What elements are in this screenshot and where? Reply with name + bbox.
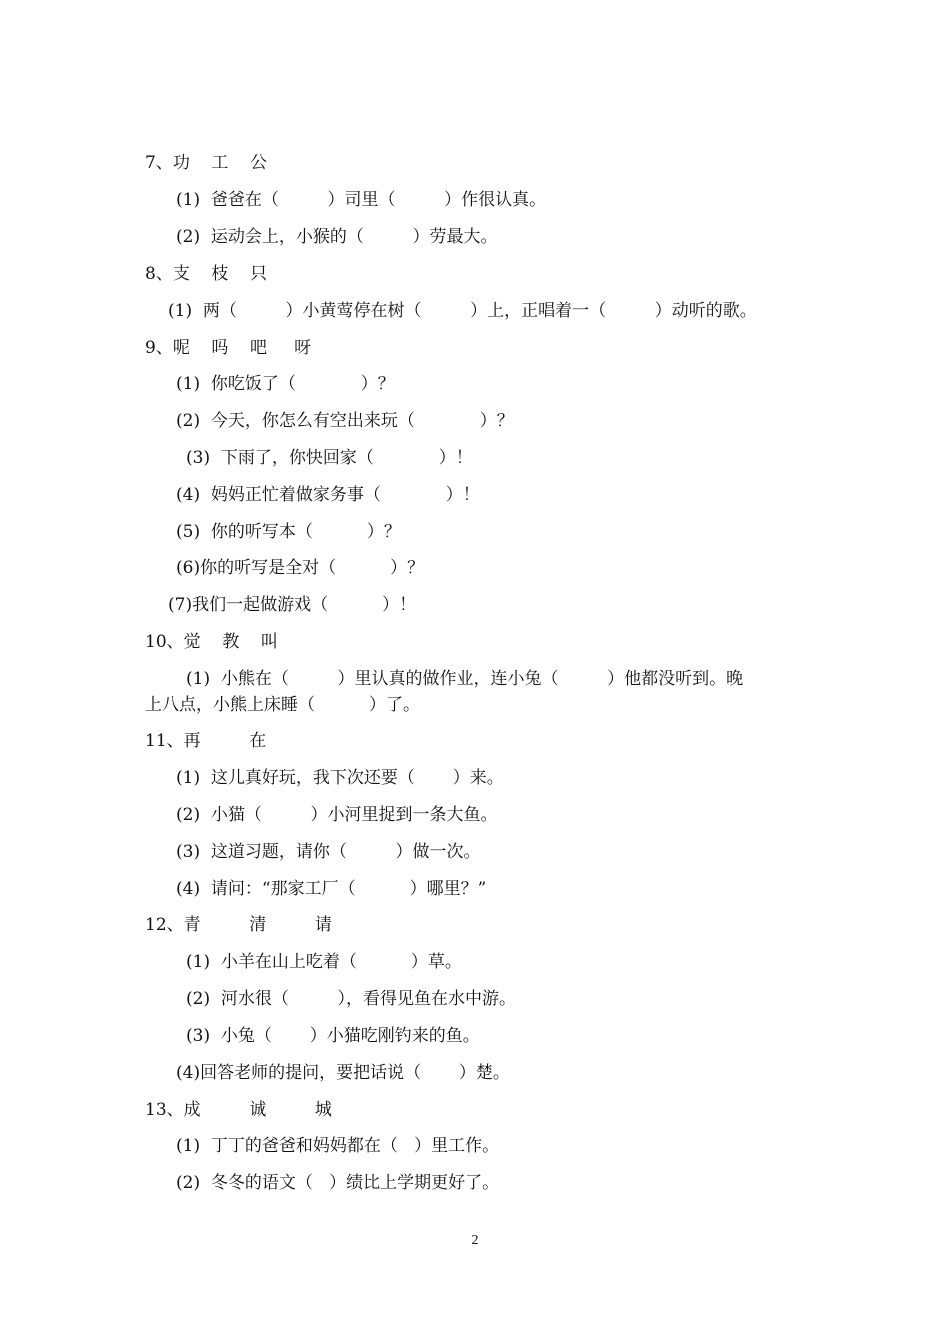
question-7-item-2: (2) 运动会上，小猴的（ ）劳最大。: [176, 227, 498, 247]
question-12-item-2: (2) 河水很（ ），看得见鱼在水中游。: [186, 989, 517, 1009]
question-8-heading: 8、支 枝 只: [145, 264, 268, 284]
question-13-item-2: (2) 冬冬的语文（ ）绩比上学期更好了。: [176, 1173, 500, 1193]
question-9-item-1: (1) 你吃饭了（ ）？: [176, 374, 395, 394]
question-12-item-1: (1) 小羊在山上吃着（ ）草。: [186, 952, 462, 972]
question-13-heading: 13、成 诚 城: [145, 1100, 332, 1120]
question-9-item-2: (2) 今天，你怎么有空出来玩（ ）？: [176, 411, 514, 431]
question-9-item-6: (6)你的听写是全对（ ）？: [176, 558, 425, 578]
question-10-item-1-continued: 上八点，小熊上床睡（ ）了。: [145, 695, 421, 715]
question-7-heading: 7、功 工 公: [145, 153, 268, 173]
question-13-item-1: (1) 丁丁的爸爸和妈妈都在（ ）里工作。: [176, 1136, 500, 1156]
question-9-item-7: (7)我们一起做游戏（ ）！: [168, 595, 417, 615]
question-9-item-5: (5) 你的听写本（ ）？: [176, 522, 401, 542]
question-9-heading: 9、呢 吗 吧 呀: [145, 338, 312, 358]
question-7-item-1: (1) 爸爸在（ ）司里（ ）作很认真。: [176, 190, 547, 210]
question-12-item-4: (4)回答老师的提问，要把话说（ ）楚。: [176, 1063, 510, 1083]
page-number: 2: [471, 1233, 479, 1248]
question-11-item-3: (3) 这道习题，请你（ ）做一次。: [176, 842, 481, 862]
question-8-item-1: (1) 两（ ）小黄莺停在树（ ）上，正唱着一（ ）动听的歌。: [168, 301, 757, 321]
question-10-heading: 10、觉 教 叫: [145, 632, 278, 652]
question-11-item-2: (2) 小猫（ ）小河里捉到一条大鱼。: [176, 805, 498, 825]
question-11-item-1: (1) 这儿真好玩，我下次还要（ ）来。: [176, 768, 504, 788]
question-12-item-3: (3) 小兔（ ）小猫吃刚钓来的鱼。: [186, 1026, 480, 1046]
question-9-item-3: (3) 下雨了，你快回家（ ）！: [186, 448, 473, 468]
question-11-heading: 11、再 在: [145, 731, 267, 751]
question-10-item-1: (1) 小熊在（ ）里认真的做作业，连小兔（ ）他都没听到。晚: [186, 669, 744, 689]
question-9-item-4: (4) 妈妈正忙着做家务事（ ）！: [176, 485, 480, 505]
question-12-heading: 12、青 清 请: [145, 915, 332, 935]
question-11-item-4: (4) 请问：“那家工厂（ ）哪里？”: [176, 879, 487, 899]
